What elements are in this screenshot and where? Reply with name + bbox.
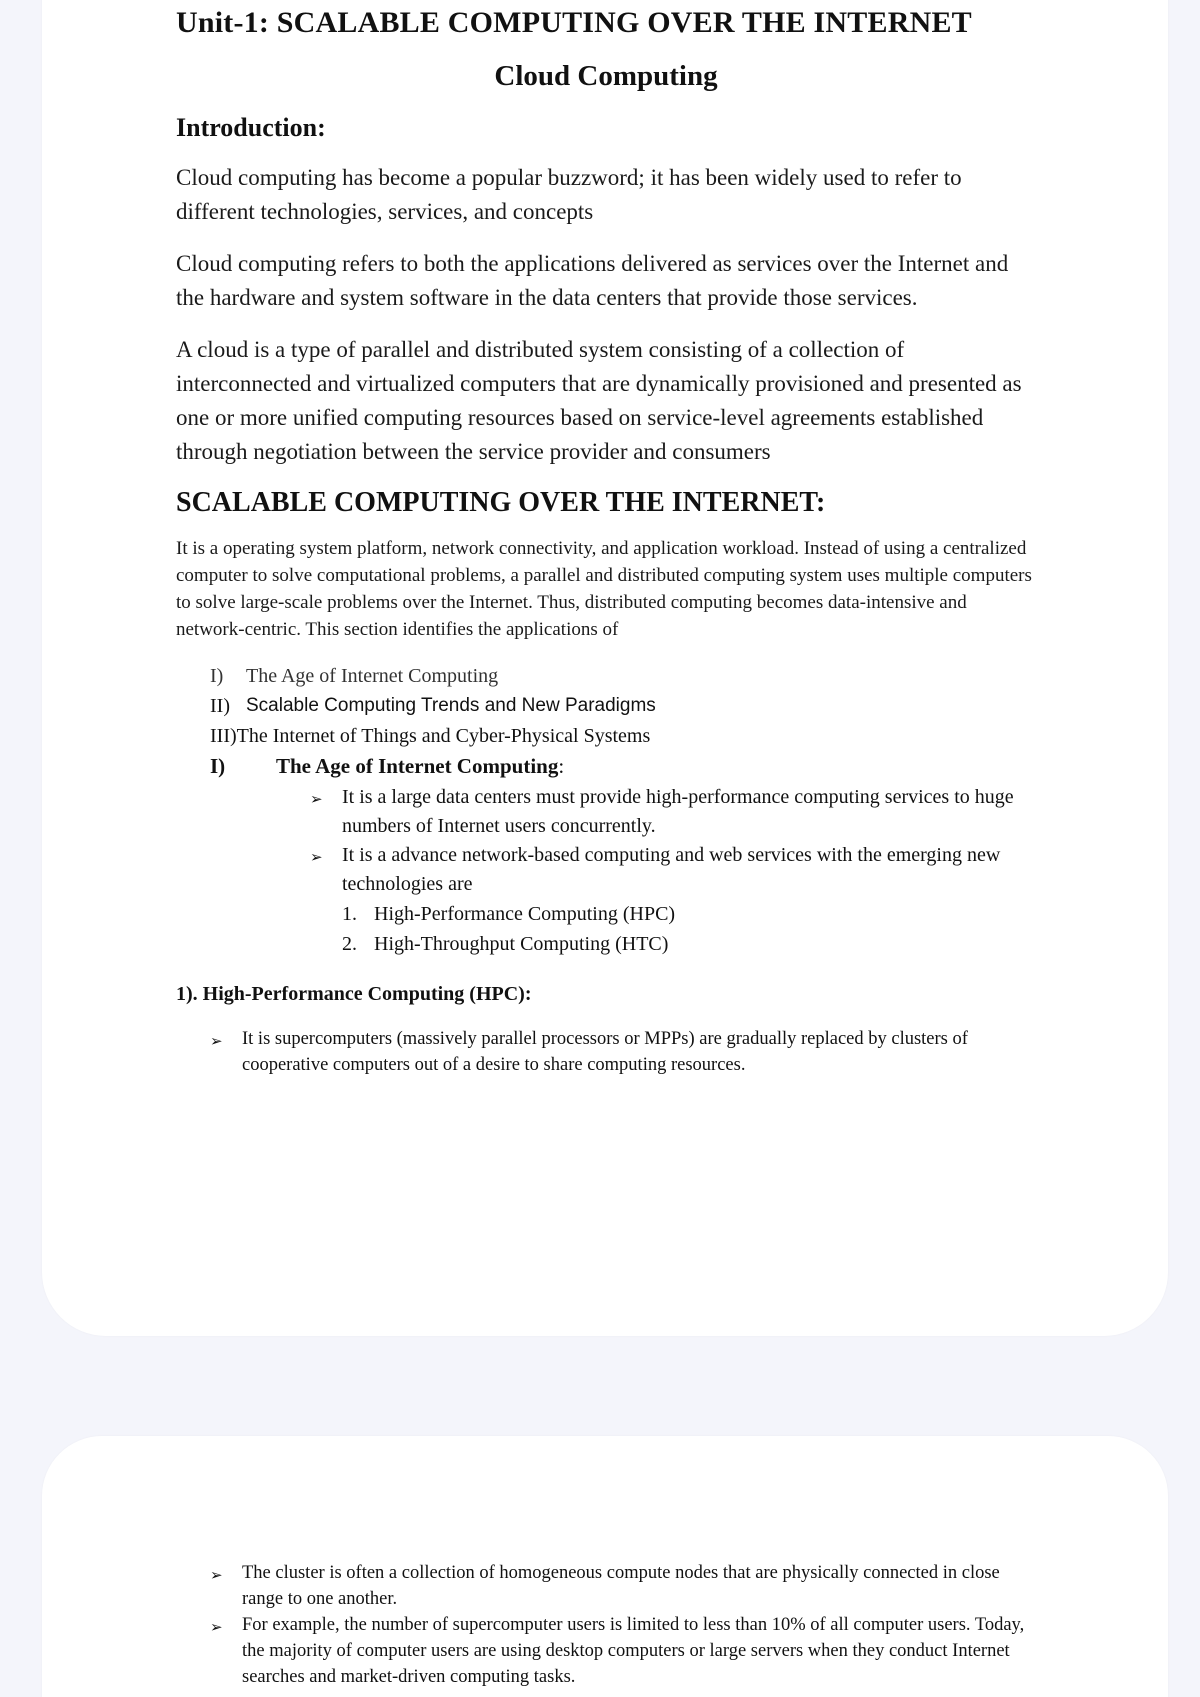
list-item-text: The cluster is often a collection of homogeneous compute nodes that are physically connected in close range to one another. xyxy=(242,1563,1000,1609)
list-item-text: It is supercomputers (massively parallel processors or MPPs) are gradually replaced by clusters of cooperative computers out of a desire to share computing resources. xyxy=(242,1029,968,1075)
document-page-1 xyxy=(42,0,1168,1336)
page-content xyxy=(176,6,1036,1078)
scalable-computing-paragraph: It is a operating system platform, network connectivity, and application workload. Instead of using a centralized computer to solve computational problems, a parallel and distributed computing system uses multiple computers to solve large-scale problems over the Internet. Thus, distributed computing becomes data-intensive and network-centric. This section identifies the applications of xyxy=(176,538,1032,640)
document-subtitle: Cloud Computing xyxy=(494,60,718,92)
sub-heading-label: The Age of Internet Computing xyxy=(276,754,559,778)
technologies-list xyxy=(342,899,1036,959)
topic-label: Scalable Computing Trends and New Paradigms xyxy=(246,695,656,716)
internet-computing-points xyxy=(310,783,1036,899)
document-viewer[interactable] xyxy=(10,0,1178,1697)
list-number: 1. xyxy=(342,903,357,925)
list-item xyxy=(210,1560,1036,1612)
sub-heading-colon: : xyxy=(558,754,565,778)
list-item-text: For example, the number of supercomputer users is limited to less than 10% of all computer users. Today, the majority of computer users are using desktop computers or large servers when they conduct Internet searches and market-driven computing tasks. xyxy=(242,1615,1025,1687)
intro-paragraph-1: Cloud computing has become a popular buzzword; it has been widely used to refer to different technologies, services, and concepts xyxy=(176,165,962,224)
arrowhead-bullet-icon: ➢ xyxy=(210,1032,223,1050)
arrowhead-bullet-icon: ➢ xyxy=(210,1566,223,1584)
topic-item xyxy=(210,721,1036,751)
list-item-text: It is a advance network-based computing and web services with the emerging new technologies are xyxy=(342,844,1001,895)
topic-label: The Internet of Things and Cyber-Physical Systems xyxy=(236,725,651,747)
arrowhead-bullet-icon: ➢ xyxy=(310,790,323,808)
list-item-text: It is a large data centers must provide high-performance computing services to huge numbers of Internet users concurrently. xyxy=(342,786,1014,837)
topic-item xyxy=(210,691,1036,721)
topic-number: III) xyxy=(210,725,237,747)
intro-paragraph-3: A cloud is a type of parallel and distributed system consisting of a collection of interconnected and virtualized computers that are dynamically provisioned and presented as one or more unified computing resources based on service-level agreements established through negotiation between the service provider and consumers xyxy=(176,337,1022,464)
list-item xyxy=(342,899,1036,929)
list-item xyxy=(210,1026,1036,1078)
list-item xyxy=(310,841,1036,899)
topic-item xyxy=(210,661,1036,691)
scalable-computing-heading: SCALABLE COMPUTING OVER THE INTERNET: xyxy=(176,487,826,518)
topic-label: The Age of Internet Computing xyxy=(246,665,499,687)
document-title: Unit-1: SCALABLE COMPUTING OVER THE INTERNET xyxy=(176,6,972,39)
list-item xyxy=(310,783,1036,841)
list-item xyxy=(210,1612,1036,1690)
topic-number: I) xyxy=(210,665,224,687)
document-page-2 xyxy=(42,1436,1168,1697)
introduction-heading: Introduction: xyxy=(176,113,326,142)
cluster-points xyxy=(210,1560,1036,1690)
topics-list xyxy=(210,661,1036,751)
arrowhead-bullet-icon: ➢ xyxy=(210,1618,223,1636)
list-item-text: High-Throughput Computing (HTC) xyxy=(374,933,669,955)
page-content xyxy=(176,1560,1036,1690)
sub-heading-number: I) xyxy=(210,754,226,778)
arrowhead-bullet-icon: ➢ xyxy=(310,848,323,866)
list-item xyxy=(342,929,1036,959)
age-of-internet-heading xyxy=(210,751,1036,781)
hpc-points xyxy=(210,1026,1036,1078)
hpc-heading: 1). High-Performance Computing (HPC): xyxy=(176,983,532,1005)
topic-number: II) xyxy=(210,695,230,717)
list-number: 2. xyxy=(342,933,357,955)
intro-paragraph-2: Cloud computing refers to both the applications delivered as services over the Internet and the hardware and system software in the data centers that provide those services. xyxy=(176,251,1009,310)
list-item-text: High-Performance Computing (HPC) xyxy=(374,903,676,925)
